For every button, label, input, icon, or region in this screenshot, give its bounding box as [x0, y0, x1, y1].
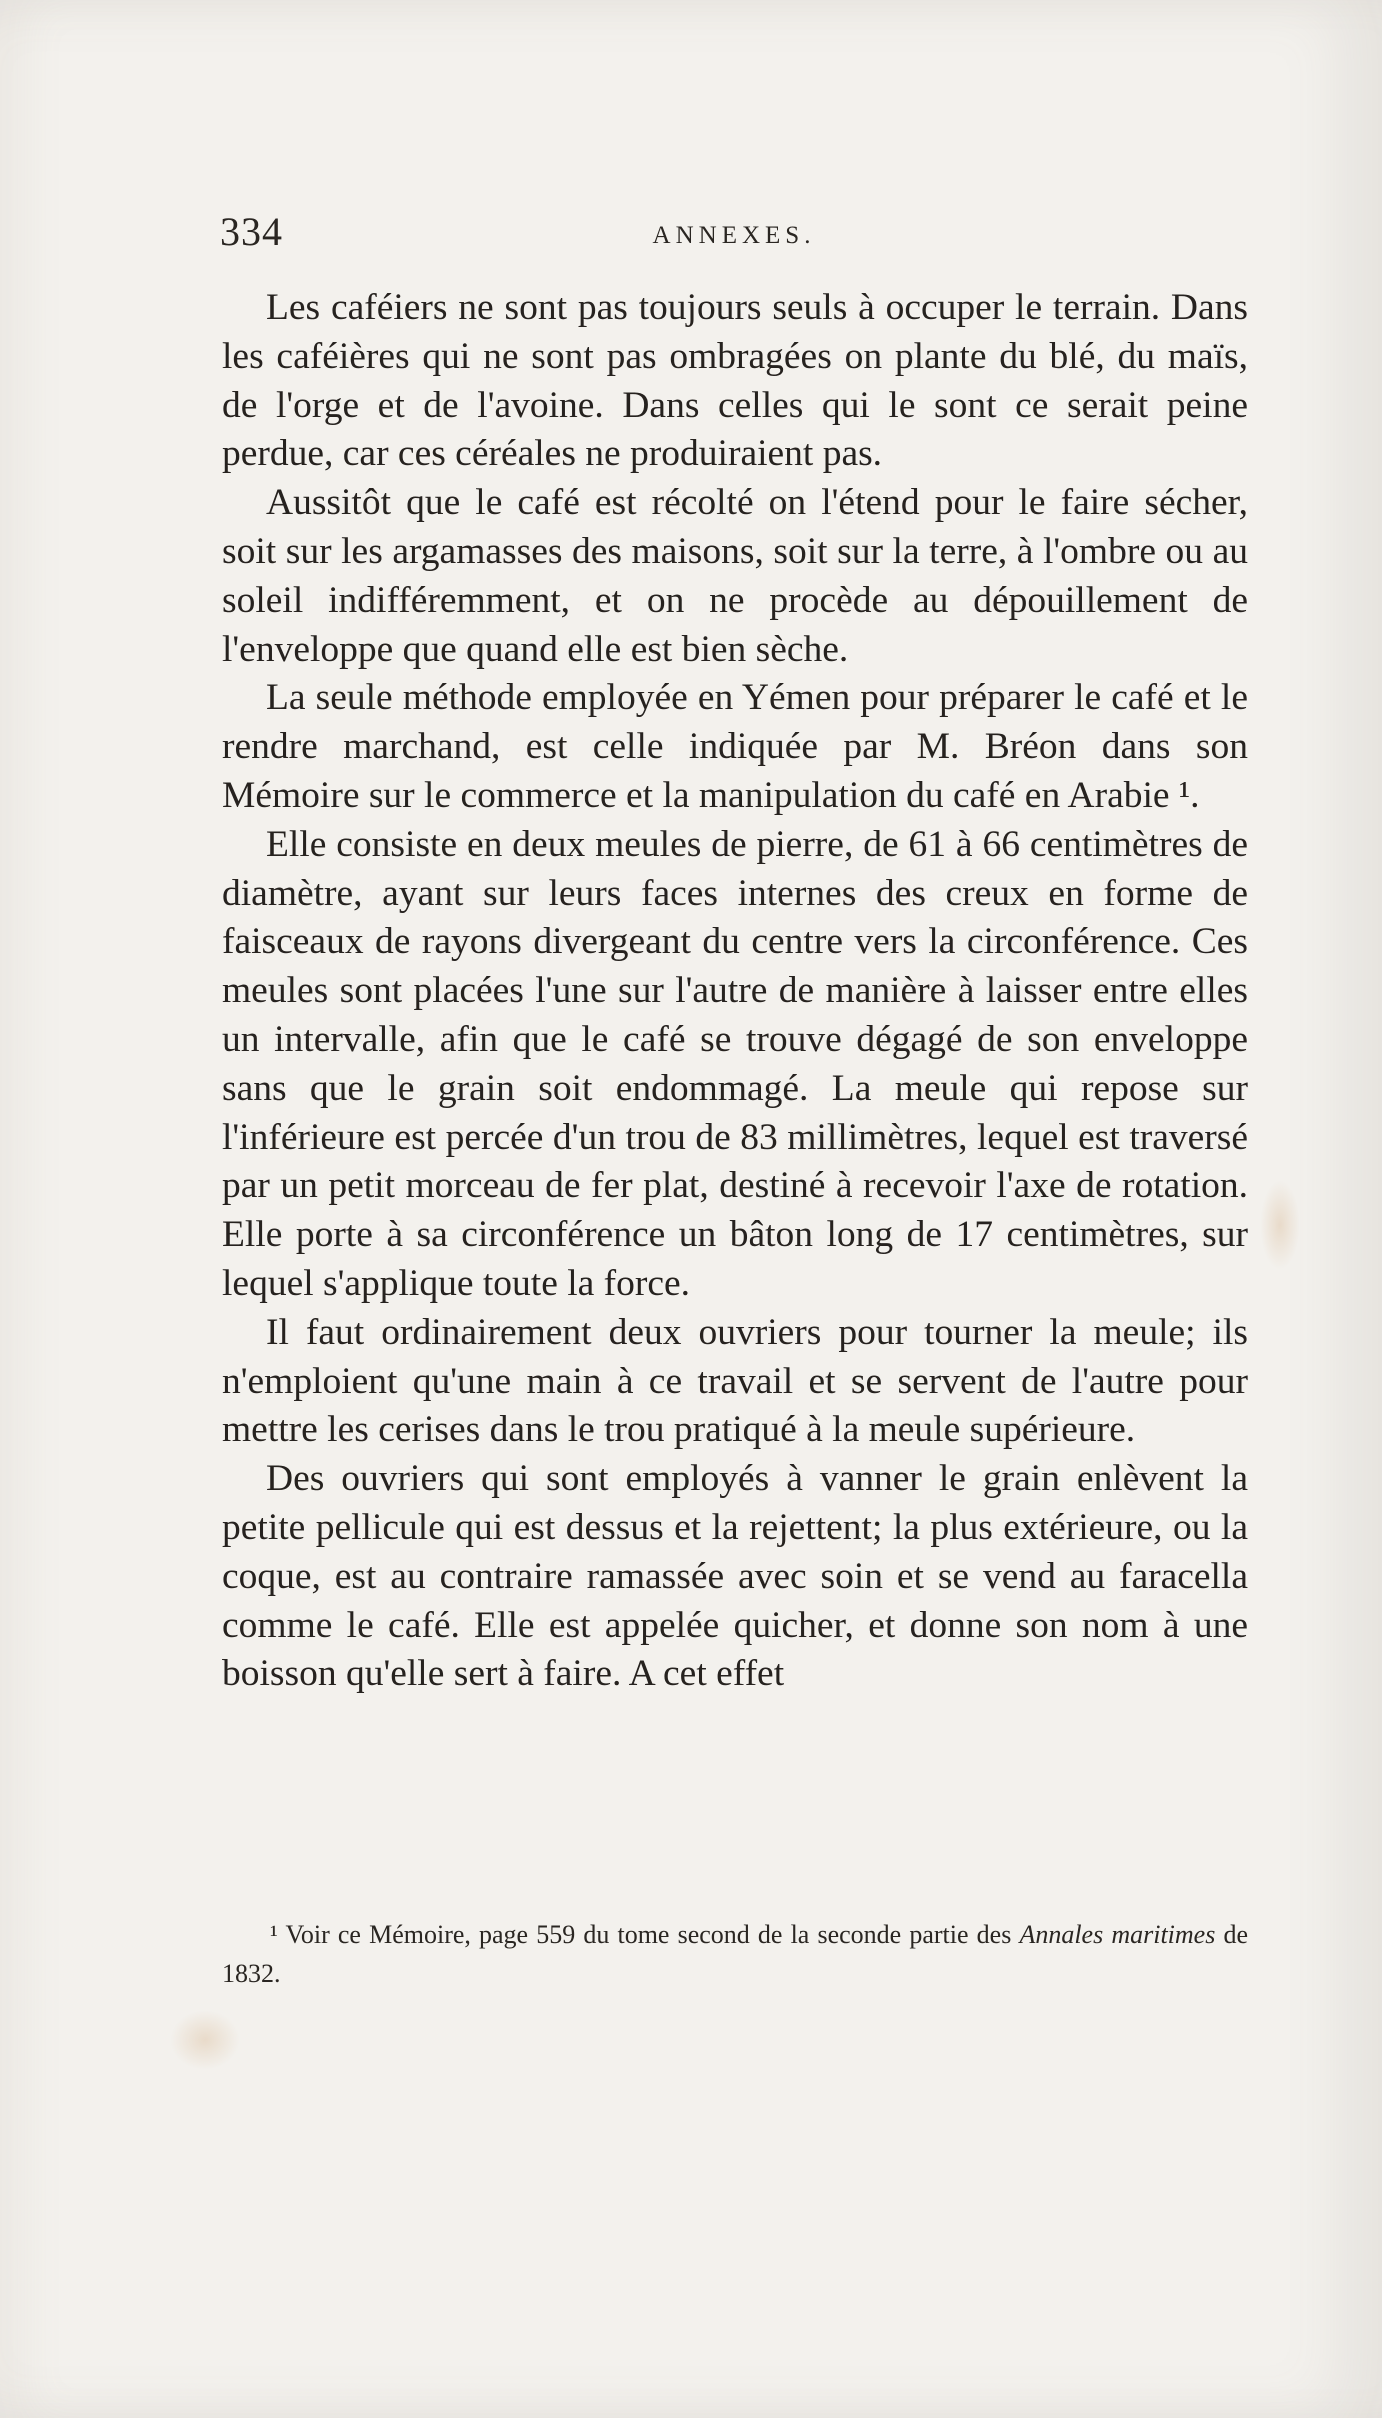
footnote	[222, 1915, 1248, 1993]
page-header	[220, 208, 1248, 258]
paper-stain	[1260, 1180, 1300, 1270]
paragraph: Il faut ordinairement deux ouvriers pour tourner la meule; ils n'emploient qu'une main à ce travail et se servent de l'autre pour mettre les cerises dans le trou pratiqué à la meule supérieure.	[222, 1311, 1248, 1451]
paragraph: La seule méthode employée en Yémen pour préparer le café et le rendre marchand, est celle indiquée par M. Bréon dans son Mémoire sur le commerce et la manipulation du café en Arabie ¹.	[222, 677, 1248, 816]
paragraph: Elle consiste en deux meules de pierre, de 61 à 66 centimètres de diamètre, ayant sur leurs faces internes des creux en forme de faisceaux de rayons divergeant du centre vers la circonférence. Ces meules sont placées l'une sur l'autre de manière à laisser entre elles un intervalle, afin que le café se trouve dégagé de son enveloppe sans que le grain soit endommagé. La meule qui repose sur l'inférieure est percée d'un trou de 83 millimètres, lequel est traversé par un petit morceau de fer plat, destiné à recevoir l'axe de rotation. Elle porte à sa circonférence un bâton long de 17 centimètres, sur lequel s'applique toute la force.	[222, 823, 1248, 1304]
footnote-tail: de 1832.	[222, 1920, 1249, 1988]
page-number: 334	[220, 209, 283, 254]
paragraph: Les caféiers ne sont pas toujours seuls à occuper le terrain. Dans les caféières qui ne sont pas ombragées on plante du blé, du maïs, de l'orge et de l'avoine. Dans celles qui le sont ce serait peine perdue, car ces céréales ne produiraient pas.	[222, 287, 1248, 475]
body-text	[222, 284, 1248, 1699]
footnote-marker: ¹	[270, 1920, 278, 1949]
footnote-line	[222, 1915, 1248, 1993]
paragraph: Des ouvriers qui sont employés à vanner le grain enlèvent la petite pellicule qui est dessus et la rejettent; la plus extérieure, ou la coque, est au contraire ramassée avec soin et se vend au faracella comme le café. Elle est appelée quicher, et donne son nom à une boisson qu'elle sert à faire. A cet effet	[222, 1458, 1248, 1695]
paper-stain	[170, 2010, 240, 2070]
running-head: ANNEXES.	[652, 222, 816, 249]
footnote-title: Annales maritimes	[1019, 1920, 1216, 1949]
footnote-text: Voir ce Mémoire, page 559 du tome second de la seconde partie des	[285, 1920, 1012, 1949]
paragraph: Aussitôt que le café est récolté on l'étend pour le faire sécher, soit sur les argamasses des maisons, soit sur la terre, à l'ombre ou au soleil indifféremment, et on ne procède au dépouillement de l'enveloppe que quand elle est bien sèche.	[222, 482, 1248, 670]
